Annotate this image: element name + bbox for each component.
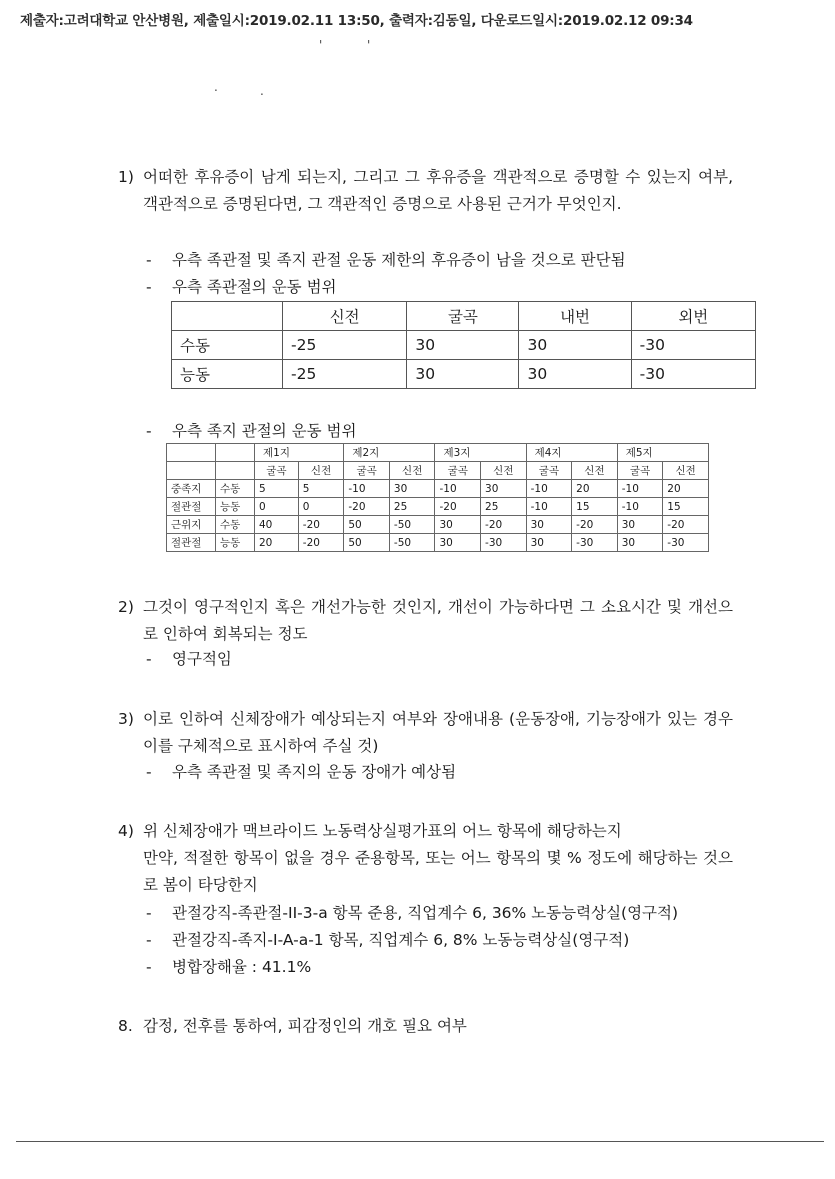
table-cell: 5 (298, 480, 344, 498)
table-subheader-row (167, 462, 709, 480)
table-header-cell: 굴곡 (617, 462, 663, 480)
question-number: 2) (118, 598, 134, 616)
document-header: 제출자:고려대학교 안산병원, 제출일시:2019.02.11 13:50, 출력자:김동일, 다운로드일시:2019.02.12 09:34 (20, 13, 693, 29)
table-header-cell: 굴곡 (344, 462, 390, 480)
table-cell: -20 (298, 516, 344, 534)
table-cell: -10 (344, 480, 390, 498)
table-cell: 20 (663, 480, 709, 498)
table-cell: 30 (407, 331, 519, 360)
table-row (172, 331, 756, 360)
question-text: 이로 인하여 신체장애가 예상되는지 여부와 장애내용 (운동장애, 기능장애가 있는 경우 이를 구체적으로 표시하여 주실 것) (143, 710, 733, 755)
page-bottom-rule (16, 1141, 824, 1142)
table-cell: 15 (663, 498, 709, 516)
table-header-row (172, 302, 756, 331)
table-header-cell: 신전 (298, 462, 344, 480)
table-cell (172, 302, 283, 331)
question-2 (118, 594, 733, 648)
question-number: 4) (118, 822, 134, 840)
table-cell: 수동 (172, 331, 283, 360)
table-cell: 0 (298, 498, 344, 516)
joint-label: 절관절 (167, 498, 216, 516)
table-header-cell: 굴곡 (435, 462, 481, 480)
toe-header: 제2지 (344, 444, 435, 462)
table-header-cell: 굴곡 (526, 462, 572, 480)
question-text: 그것이 영구적인지 혹은 개선가능한 것인지, 개선이 가능하다면 그 소요시간 및 개선으로 인하여 회복되는 정도 (143, 598, 733, 643)
table-cell: -10 (526, 498, 572, 516)
table-header-cell: 신전 (572, 462, 618, 480)
table-cell: 5 (255, 480, 299, 498)
table-cell: 25 (481, 498, 527, 516)
dash-mark: - (146, 931, 152, 949)
stray-mark: ' (367, 38, 371, 52)
table-cell: 능동 (172, 360, 283, 389)
table-cell: 30 (617, 516, 663, 534)
question-text: 감정, 전후를 통하여, 피감정인의 개호 필요 여부 (143, 1017, 467, 1035)
question-text (143, 818, 733, 899)
question-8 (118, 1013, 733, 1040)
answer-bullet (146, 249, 626, 271)
table-cell: 30 (481, 480, 527, 498)
table-cell (167, 444, 216, 462)
table-row (167, 516, 709, 534)
table-row (167, 498, 709, 516)
table-cell: 30 (519, 331, 631, 360)
answer-bullet (146, 761, 456, 783)
bullet-text: 영구적임 (172, 650, 232, 668)
table-cell: -50 (389, 516, 435, 534)
table-cell: -30 (481, 534, 527, 552)
toe-header: 제3지 (435, 444, 526, 462)
answer-bullet (146, 956, 311, 978)
table-cell: 20 (572, 480, 618, 498)
question-3 (118, 706, 733, 760)
table-cell: -30 (663, 534, 709, 552)
table-row (167, 480, 709, 498)
table-cell: -20 (298, 534, 344, 552)
mode-label: 능동 (216, 498, 255, 516)
table-cell: 50 (344, 534, 390, 552)
bullet-text: 우측 족관절 및 족지의 운동 장애가 예상됨 (172, 763, 457, 781)
toe-rom-table (166, 443, 709, 552)
table-header-cell: 굴곡 (407, 302, 519, 331)
question-number: 1) (118, 168, 134, 186)
table-cell: 40 (255, 516, 299, 534)
bullet-text: 관절강직-족관절-II-3-a 항목 준용, 직업계수 6, 36% 노동능력상실(영구적) (172, 904, 679, 922)
table-cell: 30 (407, 360, 519, 389)
table-cell: -20 (344, 498, 390, 516)
table-cell: 25 (389, 498, 435, 516)
bullet-text: 우측 족관절 및 족지 관절 운동 제한의 후유증이 남을 것으로 판단됨 (172, 251, 626, 269)
dash-mark: - (146, 278, 152, 296)
dash-mark: - (146, 958, 152, 976)
question-text-line: 위 신체장애가 맥브라이드 노동력상실평가표의 어느 항목에 해당하는지 (143, 822, 622, 840)
table-header-cell: 신전 (663, 462, 709, 480)
table-cell: 30 (519, 360, 631, 389)
ankle-rom-table (171, 301, 756, 389)
question-text: 어떠한 후유증이 남게 되는지, 그리고 그 후유증을 객관적으로 증명할 수 있는지 여부, 객관적으로 증명된다면, 그 객관적인 증명으로 사용된 근거가 무엇인지. (143, 168, 733, 213)
answer-bullet (146, 276, 337, 298)
dash-mark: - (146, 763, 152, 781)
table-cell: 30 (526, 534, 572, 552)
bullet-text: 관절강직-족지-I-A-a-1 항목, 직업계수 6, 8% 노동능력상실(영구적) (172, 931, 630, 949)
table-header-cell: 신전 (481, 462, 527, 480)
mode-label: 능동 (216, 534, 255, 552)
table-cell (167, 462, 216, 480)
table-header-row (167, 444, 709, 462)
table-cell: 0 (255, 498, 299, 516)
stray-mark: . (214, 80, 218, 94)
table-header-cell: 신전 (389, 462, 435, 480)
table-cell: 30 (617, 534, 663, 552)
table-header-cell: 신전 (283, 302, 407, 331)
dash-mark: - (146, 422, 152, 440)
table-cell: 30 (435, 516, 481, 534)
table-cell: 30 (435, 534, 481, 552)
joint-label: 중족지 (167, 480, 216, 498)
table-cell: -50 (389, 534, 435, 552)
joint-label: 절관절 (167, 534, 216, 552)
table-cell: -10 (617, 498, 663, 516)
mode-label: 수동 (216, 480, 255, 498)
table-header-cell: 외번 (631, 302, 755, 331)
table-cell: 15 (572, 498, 618, 516)
table-header-cell: 내번 (519, 302, 631, 331)
joint-label: 근위지 (167, 516, 216, 534)
bullet-text: 우측 족관절의 운동 범위 (172, 278, 337, 296)
table-cell: 50 (344, 516, 390, 534)
stray-mark: ' (319, 38, 323, 52)
table-cell: -10 (617, 480, 663, 498)
answer-bullet (146, 929, 629, 951)
table-cell (216, 462, 255, 480)
table-cell: -30 (572, 534, 618, 552)
table-cell: -20 (663, 516, 709, 534)
table-cell: 30 (526, 516, 572, 534)
table-cell (216, 444, 255, 462)
question-1 (118, 164, 733, 218)
table-cell: 30 (389, 480, 435, 498)
toe-header: 제1지 (255, 444, 344, 462)
bullet-text: 우측 족지 관절의 운동 범위 (172, 422, 357, 440)
table-cell: -20 (572, 516, 618, 534)
table-cell: -10 (435, 480, 481, 498)
table-row (172, 360, 756, 389)
table-header-cell: 굴곡 (255, 462, 299, 480)
toe-header: 제5지 (617, 444, 708, 462)
question-text-rest: 만약, 적절한 항목이 없을 경우 준용항목, 또는 어느 항목의 몇 % 정도에 해당하는 것으로 봄이 타당한지 (143, 849, 733, 894)
bullet-text: 병합장해율 : 41.1% (172, 958, 312, 976)
answer-bullet (146, 648, 232, 670)
answer-bullet (146, 902, 678, 924)
question-4 (118, 818, 733, 899)
table-cell: -20 (481, 516, 527, 534)
answer-bullet (146, 420, 356, 442)
mode-label: 수동 (216, 516, 255, 534)
toe-header: 제4지 (526, 444, 617, 462)
table-row (167, 534, 709, 552)
table-cell: -10 (526, 480, 572, 498)
dash-mark: - (146, 251, 152, 269)
dash-mark: - (146, 904, 152, 922)
dash-mark: - (146, 650, 152, 668)
table-cell: 20 (255, 534, 299, 552)
table-cell: -25 (283, 360, 407, 389)
table-cell: -25 (283, 331, 407, 360)
table-cell: -20 (435, 498, 481, 516)
stray-mark: . (260, 84, 264, 98)
table-cell: -30 (631, 331, 755, 360)
question-number: 3) (118, 710, 134, 728)
question-number: 8. (118, 1017, 133, 1035)
table-cell: -30 (631, 360, 755, 389)
